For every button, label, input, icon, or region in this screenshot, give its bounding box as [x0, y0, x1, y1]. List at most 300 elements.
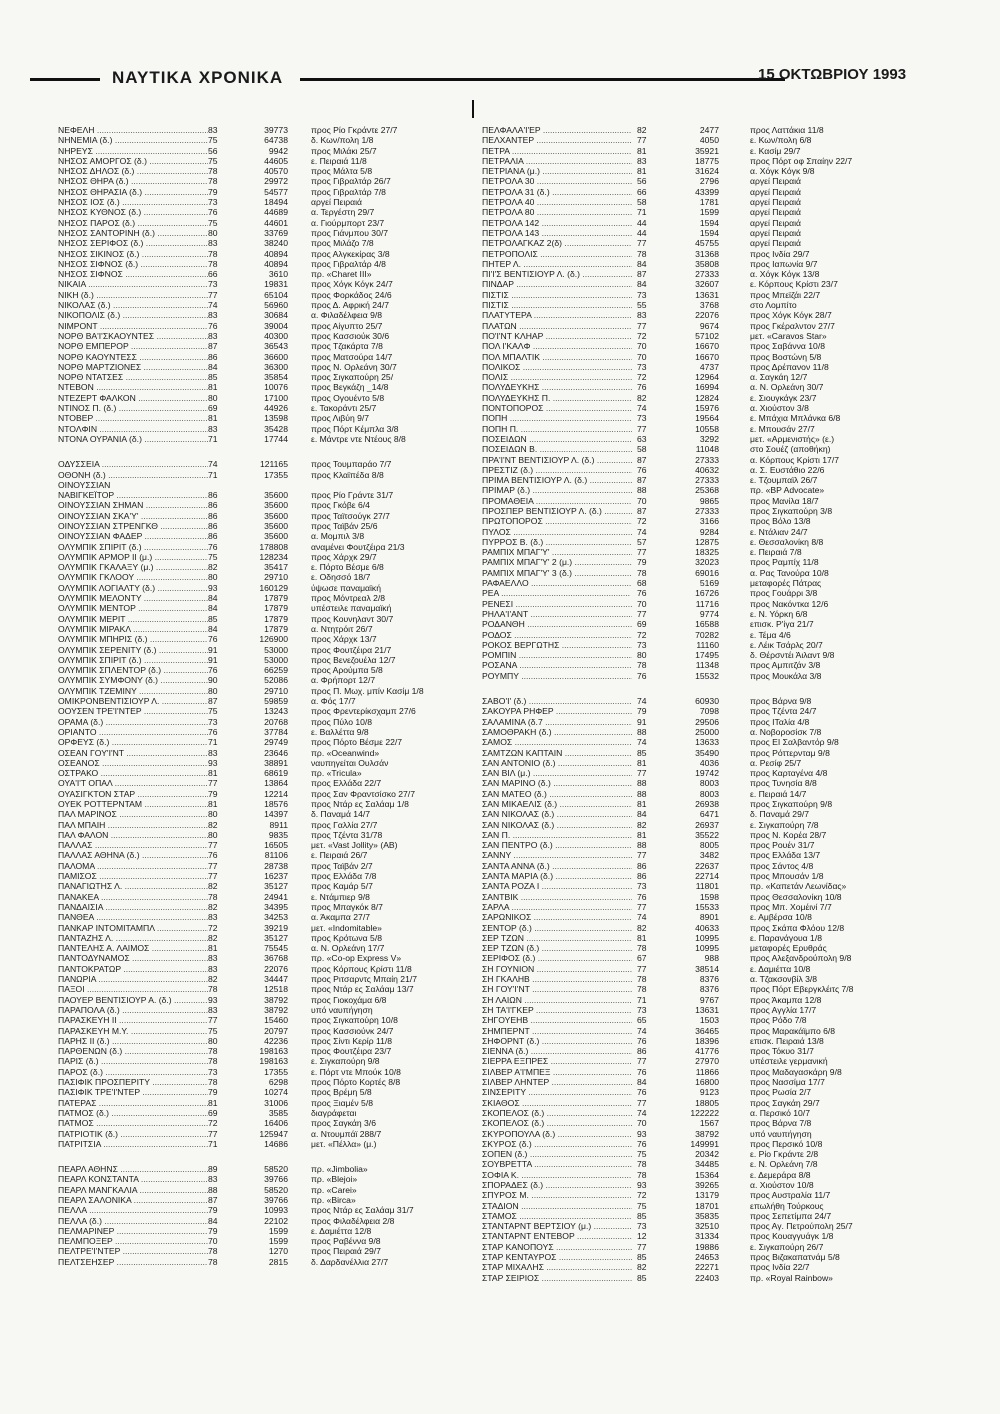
ship-name: ΠΛΑΤΩΝ ..... — [482, 321, 632, 331]
tonnage: 19564 — [695, 413, 719, 424]
build-year: 76 — [208, 634, 218, 645]
ship-name: ΟΜΙΚΡΟΝΒΕΝΤΙΣΙΟΥΡ Λ. ..... — [58, 696, 208, 706]
tonnage: 17495 — [695, 650, 719, 661]
tonnage: 39766 — [264, 1194, 288, 1205]
ship-entry-row — [482, 1005, 962, 1015]
build-year: 82 — [637, 1262, 647, 1273]
ship-name: ΠΑΝΤΟΔΥΝΑΜΟΣ ..... — [58, 953, 208, 963]
build-year: 74 — [208, 300, 218, 311]
build-year: 73 — [208, 279, 218, 290]
ship-name: ΠΑΡΟΣ (δ.) ..... — [58, 1067, 208, 1077]
ship-entry-row — [482, 218, 962, 228]
ship-entry-row — [58, 542, 463, 552]
ship-entry-row — [58, 1046, 463, 1056]
ship-name: ΠΟΝΤΟΠΟΡΟΣ ..... — [482, 403, 632, 413]
tonnage: 53000 — [264, 654, 288, 665]
ship-name: ΝΗΣΟΣ ΘΗΡΑ (δ.) ..... — [58, 176, 208, 186]
ship-name: ΣΗΓΟΥΕΗΒ ..... — [482, 1015, 632, 1025]
ship-entry-row — [482, 413, 962, 423]
ship-name: ΠΕΛΤΡΕ'Ι'ΝΤΕΡ ..... — [58, 1246, 208, 1256]
header-rule-middle — [300, 78, 785, 81]
ship-entry-row — [482, 943, 962, 953]
ship-name: ΟΛΥΜΠΙΚ ΜΠΗΡΙΣ (δ.) ..... — [58, 634, 208, 644]
build-year: 86 — [208, 490, 218, 501]
tonnage: 8376 — [699, 984, 719, 995]
ship-name: ΠΕΤΡΟΛΑ 142 ..... — [482, 218, 632, 228]
ship-name: ΠΑΛΟΜΑ ..... — [58, 861, 208, 871]
build-year: 87 — [208, 696, 218, 707]
tonnage: 8003 — [699, 788, 719, 799]
ship-name: ΡΟΚΟΣ ΒΕΡΓΩΤΗΣ ..... — [482, 640, 632, 650]
ship-entry-row — [58, 1036, 463, 1046]
tonnage: 29506 — [695, 716, 719, 727]
tonnage: 16588 — [695, 619, 719, 630]
tonnage: 36768 — [264, 953, 288, 964]
tonnage: 2815 — [268, 1256, 288, 1267]
ship-name: ΠΑΛ ΦΑΛΟΝ ..... — [58, 830, 208, 840]
tonnage: 12518 — [264, 984, 288, 995]
tonnage: 1599 — [268, 1225, 288, 1236]
ship-status: προς Αγ. Πετρούπολη 25/7 — [750, 1221, 853, 1232]
ship-name: ΝΗΣΟΣ ΣΙΚΙΝΟΣ (δ.) ..... — [58, 249, 208, 259]
ship-status: προς Φουτζέιρα 23/7 — [311, 1046, 392, 1057]
tonnage: 4050 — [699, 135, 719, 146]
build-year: 79 — [208, 1225, 218, 1236]
build-year: 72 — [637, 516, 647, 527]
ship-status: προς Ρόδο 7/8 — [750, 1015, 807, 1026]
ship-name: ΣΕΡ ΤΖΩΝ (δ.) ..... — [482, 943, 632, 953]
ship-name: ΝΗΣΟΣ ΑΜΟΡΓΟΣ (δ.) ..... — [58, 156, 208, 166]
tonnage: 32607 — [695, 279, 719, 290]
ship-entry-row — [58, 1236, 463, 1246]
ship-entry-row — [482, 748, 962, 758]
tonnage: 30684 — [264, 310, 288, 321]
tonnage: 18701 — [695, 1200, 719, 1211]
ship-entry-row — [58, 634, 463, 644]
ship-entry-row — [58, 1129, 463, 1139]
ship-name: ΣΤΑΡ ΚΕΝΤΑΥΡΟΣ ..... — [482, 1252, 632, 1262]
ship-name: ΣΑΝΤΑ ΡΟΖΑ Ι ..... — [482, 881, 632, 891]
ship-entry-row — [58, 758, 463, 768]
tonnage: 20768 — [264, 716, 288, 727]
tonnage: 26938 — [695, 799, 719, 809]
ship-entry-row — [482, 166, 962, 176]
tonnage: 1781 — [699, 197, 719, 208]
ship-status: προς Βεγκάζη _14/8 — [311, 382, 389, 393]
ship-name: ΠΑΝΤΕΛΗΣ Α. ΛΑΙΜΟΣ ..... — [58, 943, 208, 953]
build-year: 85 — [637, 747, 647, 758]
build-year: 83 — [208, 963, 218, 974]
tonnage: 8376 — [699, 974, 719, 985]
tonnage: 66259 — [264, 665, 288, 676]
build-year: 65 — [637, 1015, 647, 1026]
tonnage: 70282 — [695, 629, 719, 640]
tonnage: 149991 — [690, 1138, 719, 1149]
ship-name: ΝΤΟΝΑ ΟΥΡΑΝΙΑ (δ.) ..... — [58, 434, 208, 444]
build-year: 77 — [637, 238, 647, 249]
ship-status: προς Σκάπα Φλόου 12/8 — [750, 922, 845, 933]
ship-status: προς Ρουέν 31/7 — [750, 840, 815, 851]
ship-status: πρ. «Birca» — [311, 1194, 356, 1205]
ship-status: προς Θεσσαλονίκη 10/8 — [750, 891, 842, 902]
ship-entry-row — [58, 135, 463, 145]
ship-status: α. Άκαμπα 27/7 — [311, 912, 371, 923]
tonnage: 13864 — [264, 778, 288, 789]
tonnage: 17355 — [264, 469, 288, 480]
ship-entry-row — [482, 1221, 962, 1231]
tonnage: 34253 — [264, 912, 288, 923]
ship-status: ε. Βαλλέττα 9/8 — [311, 726, 369, 737]
ship-status: προς Μόντρεαλ 2/8 — [311, 593, 386, 604]
build-year: 74 — [637, 1025, 647, 1036]
ship-status: προς Κασσιούκ 30/6 — [311, 330, 390, 341]
build-year: 86 — [637, 871, 647, 882]
ship-entry-row — [58, 1174, 463, 1184]
tonnage: 44689 — [264, 207, 288, 218]
build-year: 73 — [208, 1066, 218, 1077]
ship-status: δ. Θέρσντέι Άιλαντ 9/8 — [750, 650, 835, 661]
tonnage: 36600 — [264, 351, 288, 362]
ship-status: προς Ελλάδα 7/8 — [311, 871, 377, 882]
ship-name: ΣΑΝ Π. ..... — [482, 830, 632, 840]
ship-status: προς Ματσούρα 14/7 — [311, 351, 393, 362]
build-year: 81 — [637, 799, 647, 809]
ship-name: ΠΡΙΜΑΡ (δ.) ..... — [482, 485, 632, 495]
tonnage: 81106 — [264, 850, 288, 861]
build-year: 66 — [208, 269, 218, 280]
tonnage: 32510 — [695, 1221, 719, 1232]
ship-name: ΠΑΜΙΣΟΣ ..... — [58, 871, 208, 881]
tonnage: 4036 — [699, 757, 719, 768]
ship-status: προς Βοστώνη 5/8 — [750, 351, 822, 362]
ship-status: ε. Ν. Υόρκη 6/8 — [750, 608, 808, 619]
tonnage: 27333 — [695, 505, 719, 516]
ship-entry-row — [58, 207, 463, 217]
tonnage: 12964 — [695, 372, 719, 383]
tonnage: 56960 — [264, 300, 288, 311]
ship-name: ΣΑΝ ΜΑΡΙΝΟ (δ.) ..... — [482, 778, 632, 788]
tonnage: 75545 — [264, 943, 288, 954]
tonnage: 17879 — [264, 623, 288, 634]
build-year: 70 — [637, 598, 647, 609]
ship-status: προς Μπαγκόκ 8/7 — [311, 901, 383, 912]
ship-name: ΠΟΠΗ ..... — [482, 413, 632, 423]
ship-status: επισκ. Ρ'ίγα 21/7 — [750, 619, 814, 630]
tonnage: 13631 — [695, 289, 719, 300]
tonnage: 9942 — [268, 145, 288, 156]
ship-name: ΟΙΝΟΥΣΣΙΑΝ — [58, 479, 111, 490]
tonnage: 40894 — [264, 258, 288, 269]
ship-name: ΣΑΡΩΝΙΚΟΣ ..... — [482, 912, 632, 922]
tonnage: 35127 — [264, 932, 288, 943]
ship-status: προς Σιγκαπούρη 25/ — [311, 372, 394, 383]
ship-status: επισκ. Πειραιά 13/8 — [750, 1035, 824, 1046]
ship-entry-row — [58, 176, 463, 186]
ship-entry-row — [482, 1273, 962, 1283]
build-year: 87 — [637, 475, 647, 486]
build-year: 83 — [208, 747, 218, 758]
build-year: 86 — [637, 860, 647, 871]
ship-entry-row — [482, 1170, 962, 1180]
ship-entry-row — [58, 1026, 463, 1036]
ship-name: ΟΛΥΜΠΙΚ ΜΕΝΤΟΡ ..... — [58, 603, 208, 613]
ship-name: ΝΟΡΘ ΚΑΟΥΝΤΕΣΣ ..... — [58, 352, 208, 362]
tonnage: 8005 — [699, 840, 719, 851]
tonnage: 34395 — [264, 901, 288, 912]
ship-status: ε. Μπάχια Μπλάνκα 6/8 — [750, 413, 841, 424]
ship-entry-row — [482, 516, 962, 526]
ship-name: ΡΟΔΟΣ ..... — [482, 630, 632, 640]
ship-name: ΠΕΤΡΟΛΑ 30 ..... — [482, 176, 632, 186]
ship-entry-row — [58, 500, 463, 510]
build-year: 82 — [208, 901, 218, 912]
ship-status: ε. Πειραιά 26/7 — [311, 850, 368, 861]
ship-status: προς Χάρχκ 29/7 — [311, 551, 377, 562]
tonnage: 15532 — [695, 670, 719, 681]
tonnage: 8003 — [699, 778, 719, 789]
tonnage: 9767 — [699, 994, 719, 1005]
build-year: 82 — [208, 932, 218, 943]
ship-status: πρ. «Blejoi» — [311, 1174, 358, 1185]
ship-status: προς Ταϊβάν 2/7 — [311, 860, 373, 871]
ship-name: ΟΛΥΜΠΙΚ ΣΠΙΡΙΤ (δ.) ..... — [58, 542, 208, 552]
ship-name: ΟΛΥΜΠΙΚ ΜΕΡΙΤ ..... — [58, 614, 208, 624]
tonnage: 22714 — [695, 871, 719, 882]
ship-entry-row — [58, 583, 463, 593]
ship-name: ΝΤΕΒΟΝ ..... — [58, 382, 208, 392]
build-year: 84 — [208, 593, 218, 604]
ship-name: ΝΗΣΟΣ ΣΙΦΝΟΣ (δ.) ..... — [58, 259, 208, 269]
ship-status: α. Σ. Ευστάθιο 22/6 — [750, 464, 825, 475]
build-year: 75 — [637, 1200, 647, 1211]
ship-status: προς Αμπιτζάν 3/8 — [750, 660, 821, 671]
ship-name: ΠΑΝΩΡΙΑ ..... — [58, 974, 208, 984]
tonnage: 1503 — [699, 1015, 719, 1026]
tonnage: 11716 — [695, 598, 719, 609]
ship-status: επωλήθη Τούρκους — [750, 1200, 824, 1211]
ship-entry-row — [482, 1015, 962, 1025]
build-year: 72 — [637, 330, 647, 341]
ship-status: προς Ινδία 29/7 — [750, 248, 810, 259]
tonnage: 13243 — [264, 706, 288, 717]
tonnage: 178808 — [259, 541, 288, 552]
build-year: 81 — [208, 799, 218, 809]
tonnage: 39004 — [264, 320, 288, 331]
ship-entry-row — [482, 912, 962, 922]
ship-status: προς Πόρτ Εβεργκλέιτς 7/8 — [750, 984, 854, 995]
build-year: 81 — [637, 166, 647, 177]
ship-entry-row — [482, 871, 962, 881]
ship-entry-row — [482, 778, 962, 788]
tonnage: 35600 — [264, 531, 288, 542]
ship-entry-row — [482, 372, 962, 382]
ship-status: ε. Ν. Ορλεάνη 7/8 — [750, 1159, 818, 1170]
ship-name: ΟΡΑΜΑ (δ.) ..... — [58, 717, 208, 727]
ship-status: προς Σιγκαπούρη 3/8 — [750, 505, 833, 516]
tonnage: 3768 — [699, 300, 719, 311]
build-year: 75 — [208, 706, 218, 717]
build-year: 71 — [208, 737, 218, 748]
build-year: 88 — [637, 788, 647, 799]
ship-status: προς Βόλο 13/8 — [750, 516, 811, 527]
ship-status: στο Λομπίτο — [750, 300, 797, 311]
ship-name: ΟΙΝΟΥΣΣΙΑΝ ΣΤΡΕΝΓΚΘ ..... — [58, 521, 208, 531]
ship-name: ΠΑΝΤΑΖΗΣ Λ. ..... — [58, 933, 208, 943]
ship-status: προς Σαγκάη 29/7 — [750, 1097, 820, 1108]
build-year: 84 — [208, 603, 218, 614]
left-column — [58, 125, 463, 1282]
build-year: 71 — [208, 469, 218, 480]
tonnage: 64738 — [264, 135, 288, 146]
build-year: 81 — [637, 145, 647, 156]
tonnage: 36300 — [264, 361, 288, 372]
ship-status: πρ. «Charet III» — [311, 269, 372, 280]
build-year: 79 — [637, 706, 647, 717]
ship-entry-row — [482, 156, 962, 166]
ship-status: προς Περσικό 10/8 — [750, 1138, 823, 1149]
ship-status: προς Ντάρ ες Σαλάαμ 1/8 — [311, 799, 409, 809]
tonnage: 44605 — [264, 155, 288, 166]
ship-status: προς Τουμπαράο 7/7 — [311, 459, 392, 470]
build-year: 80 — [208, 227, 218, 238]
build-year: 73 — [637, 361, 647, 372]
ship-entry-row — [482, 465, 962, 475]
tonnage: 39766 — [264, 1174, 288, 1185]
ship-entry-row — [58, 166, 463, 176]
ship-status: δ. Δαρδανέλλια 27/7 — [311, 1256, 389, 1267]
build-year: 81 — [208, 1097, 218, 1108]
ship-name: ΠΕΑΡΛ ΚΟΝΣΤΑΝΤΑ ..... — [58, 1174, 208, 1184]
ship-entry-row — [58, 686, 463, 696]
ship-status: ε. Μπουσάν 27/7 — [750, 423, 815, 434]
ship-entry-row — [58, 146, 463, 156]
ship-status: προς Μπ. Χομέινί 7/7 — [750, 901, 832, 912]
ship-entry-row — [482, 758, 962, 768]
ship-status: προς Γκόβε 6/4 — [311, 500, 370, 511]
build-year: 87 — [208, 1194, 218, 1205]
ship-entry-row — [482, 249, 962, 259]
build-year: 80 — [637, 650, 647, 661]
build-year: 78 — [637, 660, 647, 671]
tonnage: 27333 — [695, 269, 719, 280]
ship-entry-row — [482, 799, 962, 809]
ship-status: ε. Αμβέρσα 10/8 — [750, 912, 812, 923]
ship-entry-row — [482, 290, 962, 300]
ship-entry-row — [482, 238, 962, 248]
ship-name: ΝΗΣΟΣ ΙΟΣ (δ.) ..... — [58, 197, 208, 207]
build-year: 83 — [208, 1004, 218, 1015]
tonnage: 39219 — [264, 922, 288, 933]
ship-name: ΠΑΡΑΣΚΕΥΗ Μ.Υ. ..... — [58, 1026, 208, 1036]
build-year: 77 — [208, 778, 218, 789]
build-year: 72 — [637, 629, 647, 640]
tonnage: 29710 — [264, 685, 288, 696]
ship-name: ΟΛΥΜΠΙΚ ΜΕΛΟΝΤΥ ..... — [58, 593, 208, 603]
ship-entry-row — [58, 341, 463, 351]
ship-name: ΠΟΛΥΔΕΥΚΗΣ ..... — [482, 382, 632, 392]
build-year: 75 — [208, 1025, 218, 1036]
ship-name: ΠΕΤΡΑ ..... — [482, 146, 632, 156]
ship-name: ΠΥΡΡΟΣ Β. (δ.) ..... — [482, 537, 632, 547]
ship-name: ΠΡΙΜΑ ΒΕΝΤΙΣΙΟΥΡ Λ. (δ.) ..... — [482, 475, 632, 485]
ship-entry-row — [58, 382, 463, 392]
ship-entry-row — [482, 599, 962, 609]
build-year: 77 — [208, 871, 218, 882]
ship-status: υπό ναυπήγηση — [750, 1128, 812, 1139]
ship-status: προς Αίγυπτο 25/7 — [311, 320, 383, 331]
build-year: 73 — [208, 197, 218, 208]
ship-name: ΠΟΛΙΣ ..... — [482, 372, 632, 382]
tonnage: 18325 — [695, 547, 719, 558]
ship-entry-row — [482, 588, 962, 598]
build-year: 83 — [208, 912, 218, 923]
tonnage: 10993 — [264, 1205, 288, 1216]
ship-status: προς Ρωσία 2/7 — [750, 1087, 812, 1098]
build-year: 80 — [208, 809, 218, 820]
tonnage: 58520 — [264, 1164, 288, 1175]
ship-status: α. Χόγκ Κόγκ 9/8 — [750, 166, 815, 177]
build-year: 73 — [637, 881, 647, 892]
ship-status: δ. Παναμά 14/7 — [311, 809, 371, 820]
ship-status: αργεί Πειραιά — [750, 186, 801, 197]
ship-status: προς Σαγκάη 3/6 — [311, 1118, 376, 1129]
ship-name: ΣΑΝ ΜΙΚΑΕΛΙΣ (δ.) ..... — [482, 799, 632, 809]
tonnage: 17879 — [264, 593, 288, 604]
tonnage: 29749 — [264, 737, 288, 748]
tonnage: 20342 — [695, 1149, 719, 1160]
ship-name: ΠΙΣΤΙΣ ..... — [482, 300, 632, 310]
tonnage: 1567 — [699, 1118, 719, 1129]
build-year: 77 — [208, 860, 218, 871]
ship-name: ΟΙΝΟΥΣΣΙΑΝ ΣΗΜΑΝ ..... — [58, 500, 208, 510]
ship-status: προς Χόγκ Κόγκ 24/7 — [311, 279, 393, 290]
build-year: 80 — [208, 1035, 218, 1046]
build-year: 63 — [637, 433, 647, 444]
tonnage: 17100 — [264, 392, 288, 403]
ship-entry-row — [482, 300, 962, 310]
build-year: 78 — [637, 1169, 647, 1180]
build-year: 85 — [208, 372, 218, 383]
ship-entry-row — [58, 675, 463, 685]
ship-status: ε. Παρανάγουα 1/8 — [750, 932, 822, 943]
ship-entry-row — [58, 820, 463, 830]
ship-name: ΝΗΡΕΥΣ ..... — [58, 146, 208, 156]
ship-status: προς Κουαγγυάγκ 1/8 — [750, 1231, 834, 1242]
ship-status: ε. Τέμα 4/6 — [750, 629, 791, 640]
ship-name: ΝΟΡΘ ΕΜΠΕΡΟΡ ..... — [58, 341, 208, 351]
ship-status: μεταφορές Ερυθράς — [750, 943, 827, 954]
build-year: 78 — [208, 258, 218, 269]
ship-name: ΡΟΜΠΙΝ ..... — [482, 650, 632, 660]
ship-status: δ. Κων/πολη 1/8 — [311, 135, 374, 146]
build-year: 87 — [637, 269, 647, 280]
ship-status: ε. Σιγκαπούρη 9/8 — [311, 1056, 380, 1067]
tonnage: 25000 — [695, 726, 719, 737]
build-year: 71 — [637, 994, 647, 1005]
build-year: 77 — [637, 423, 647, 434]
ship-name: ΠΑΤΡΙΟΤΙΚ (δ.) ..... — [58, 1129, 208, 1139]
ship-entry-row — [58, 943, 463, 953]
build-year: 81 — [637, 829, 647, 840]
ship-entry-row — [482, 609, 962, 619]
ship-entry-row — [482, 352, 962, 362]
ship-status: προς Φουτζέιρα 21/7 — [311, 644, 392, 655]
ship-name: ΟΟΥΣΕΝ ΤΡΕ'Ι'ΝΤΕΡ ..... — [58, 706, 208, 716]
ship-entry-row — [58, 521, 463, 531]
build-year: 83 — [208, 310, 218, 321]
ship-name: ΣΑΝ ΠΕΝΤΡΟ (δ.) ..... — [482, 840, 632, 850]
ship-name: ΠΑΝΔΑΙΣΙΑ ..... — [58, 902, 208, 912]
